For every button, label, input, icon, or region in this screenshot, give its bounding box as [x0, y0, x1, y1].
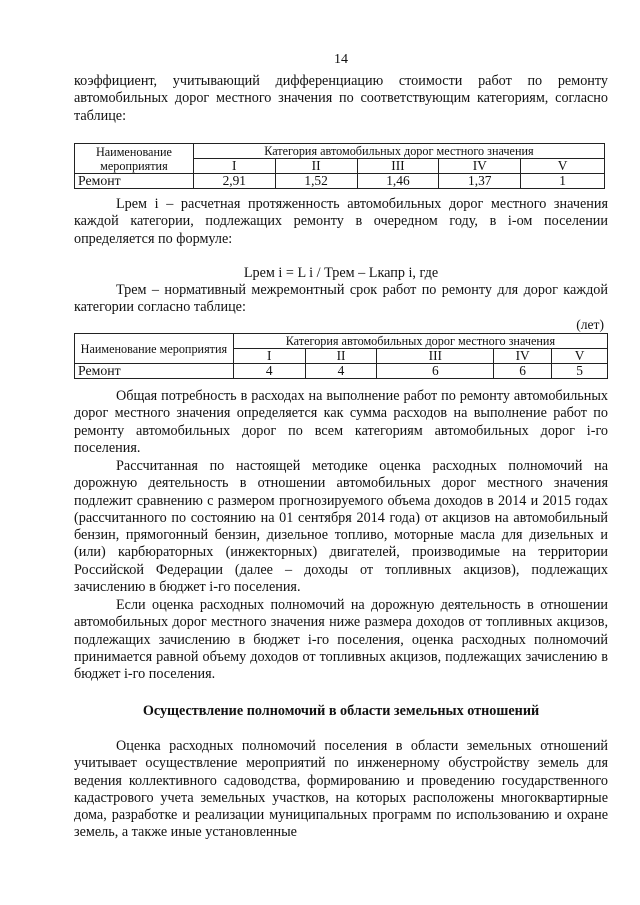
table-repair-intervals — [74, 333, 608, 379]
section-heading: Осуществление полномочий в области земельных отношений — [142, 703, 540, 719]
table1-row-label: Ремонт — [75, 174, 194, 189]
paragraph-total-need: Общая потребность в расходах на выполнение работ по ремонту автомобильных дорог местного значения определяется как сумма расходов на выполнение работ по ремонту автомобильных дорог по всем категориям автомобильных дорог i-го поселения. — [74, 388, 608, 456]
paragraph-length-definition: Lрем i – расчетная протяженность автомобильных дорог местного значения каждой категории, подлежащих ремонту в очередном году, в i-ом поселении определяется по формуле: — [74, 196, 608, 247]
paragraph-repair-interval: Трем – нормативный межремонтный срок работ по ремонту для дорог каждой категории согласно таблице: — [74, 282, 608, 316]
paragraph-comparison: Рассчитанная по настоящей методике оценка расходных полномочий на дорожную деятельность в отношении автомобильных дорог местного значения подлежит сравнению с размером прогнозируемого объема доходов в 2014 и 2015 годах (рассчитанного по состоянию на 01 сентября 2014 года) от акцизов на автомобильный бензин, прямогонный бензин, дизельное топливо, моторные масла для дизельных и (или) карбюраторных (инжекторных) двигателей, производимые на территории Российской Федерации (далее – доходы от топливных акцизов), подлежащих зачислению в бюджет i-го поселения. — [74, 458, 608, 596]
table1-value: 1 — [521, 174, 605, 189]
table1-value: 1,37 — [439, 174, 521, 189]
table1-value: 2,91 — [193, 174, 275, 189]
table2-unit: (лет) — [576, 317, 604, 332]
table1-category: V — [521, 159, 605, 174]
table2-category: III — [377, 349, 494, 364]
table1-header-name: Наименование мероприятия — [75, 144, 194, 174]
table2-value: 5 — [552, 364, 608, 379]
formula: Lрем i = L i / Трем – Lкапр i, где — [243, 265, 439, 281]
paragraph-land-relations: Оценка расходных полномочий поселения в области земельных отношений учитывает осуществление мероприятий по инженерному обустройству земель для ведения коллективного садоводства, формированию и проведению государственного кадастрового учета земельных участков, на которых расположены многоквартирные дома, разработке и реализации муниципальных программ по использованию и охране земель, а также иные установленные — [74, 738, 608, 841]
table2-category: IV — [494, 349, 552, 364]
table1-value: 1,46 — [357, 174, 439, 189]
table2-category: V — [552, 349, 608, 364]
table1-value: 1,52 — [275, 174, 357, 189]
table1-category: IV — [439, 159, 521, 174]
table2-row-label: Ремонт — [75, 364, 234, 379]
table2-header-group: Категория автомобильных дорог местного значения — [233, 334, 607, 349]
table2-header-name: Наименование мероприятия — [75, 334, 234, 364]
paragraph-coefficient-intro: коэффициент, учитывающий дифференциацию стоимости работ по ремонту автомобильных дорог местного значения по соответствующим категориям, согласно таблице: — [74, 73, 608, 124]
table1-header-group: Категория автомобильных дорог местного значения — [193, 144, 604, 159]
table2-category: II — [305, 349, 377, 364]
table1-category: II — [275, 159, 357, 174]
table2-value: 6 — [377, 364, 494, 379]
table1-category: III — [357, 159, 439, 174]
table2-value: 6 — [494, 364, 552, 379]
table2-value: 4 — [233, 364, 305, 379]
page-number: 14 — [334, 52, 348, 67]
table-repair-coefficients — [74, 143, 605, 189]
table1-category: I — [193, 159, 275, 174]
table2-category: I — [233, 349, 305, 364]
paragraph-limit: Если оценка расходных полномочий на дорожную деятельность в отношении автомобильных дорог местного значения ниже размера доходов от топливных акцизов, подлежащих зачислению в бюджет i-го поселения, оценка расходных полномочий принимается равной объему доходов от топливных акцизов, подлежащих зачислению в бюджет i-го поселения. — [74, 597, 608, 683]
table2-value: 4 — [305, 364, 377, 379]
